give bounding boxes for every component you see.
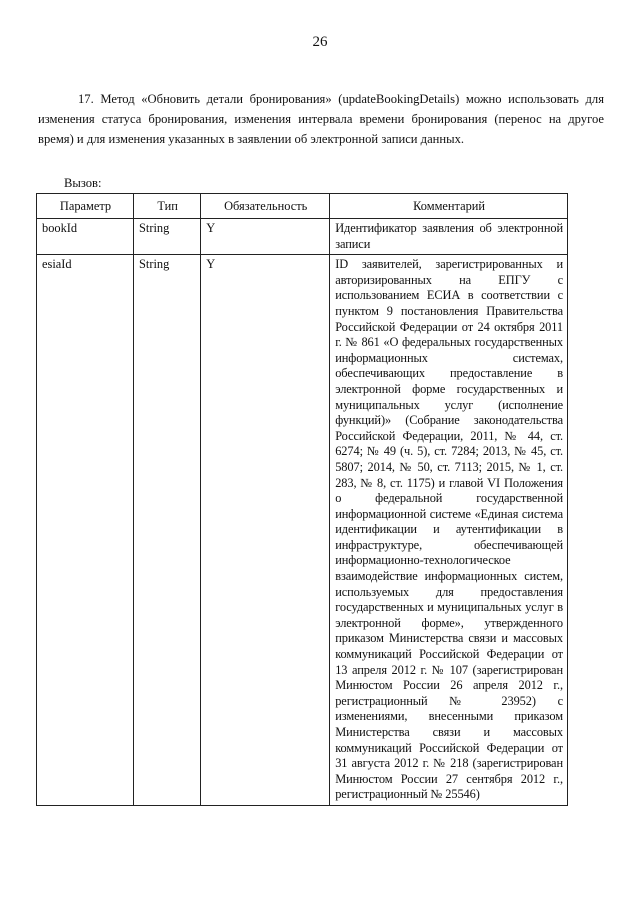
page-number: 26 [312, 34, 328, 50]
header-parameter: Параметр [37, 194, 134, 219]
table-row [37, 255, 568, 806]
table-row [37, 219, 568, 255]
table-header-row [37, 194, 568, 219]
cell-comment: ID заявителей, зарегистрированных и авторизированных на ЕПГУ с использованием ЕСИА в соответствии с пунктом 9 постановления Правительства Российской Федерации от 24 октября 2011 г. № 861 «О федеральных государственных информационных системах, обеспечивающих предоставление в электронной форме государственных и муниципальных услуг (исполнение функций)» (Собрание законодательства Российской Федерации, 2011, № 44, ст. 6274; № 49 (ч. 5), ст. 7284; 2013, № 45, ст. 5807; 2014, № 50, ст. 7113; 2015, № 1, ст. 283, № 8, ст. 1175) и главой VI Положения о федеральной государственной информационной системе «Единая система идентификации и аутентификации в инфраструктуре, обеспечивающей информационно-технологическое взаимодействие информационных систем, используемых для предоставления государственных и муниципальных услуг в электронной форме», утвержденного приказом Министерства связи и массовых коммуникаций Российской Федерации от 13 апреля 2012 г. № 107 (зарегистрирован Минюстом России 26 апреля 2012 г., регистрационный № 23952) с изменениями, внесенными приказом Министерства связи и массовых коммуникаций Российской Федерации от 31 августа 2012 г. № 218 (зарегистрирован Минюстом России 27 сентября 2012 г., регистрационный № 25546) [330, 255, 568, 806]
cell-param: esiaId [37, 255, 134, 806]
cell-type: String [134, 255, 201, 806]
header-type: Тип [134, 194, 201, 219]
header-comment: Комментарий [330, 194, 568, 219]
cell-type: String [134, 219, 201, 255]
cell-required: Y [201, 219, 330, 255]
cell-param: bookId [37, 219, 134, 255]
cell-required: Y [201, 255, 330, 806]
intro-paragraph: 17. Метод «Обновить детали бронирования» (updateBookingDetails) можно использовать для изменения статуса бронирования, изменения интервала времени бронирования (перенос на другое время) и для изменения указанных в заявлении об электронной записи данных. [38, 92, 604, 146]
parameters-table [36, 193, 568, 806]
cell-comment: Идентификатор заявления об электронной записи [330, 219, 568, 255]
call-label: Вызов: [64, 176, 102, 190]
header-required: Обязательность [201, 194, 330, 219]
